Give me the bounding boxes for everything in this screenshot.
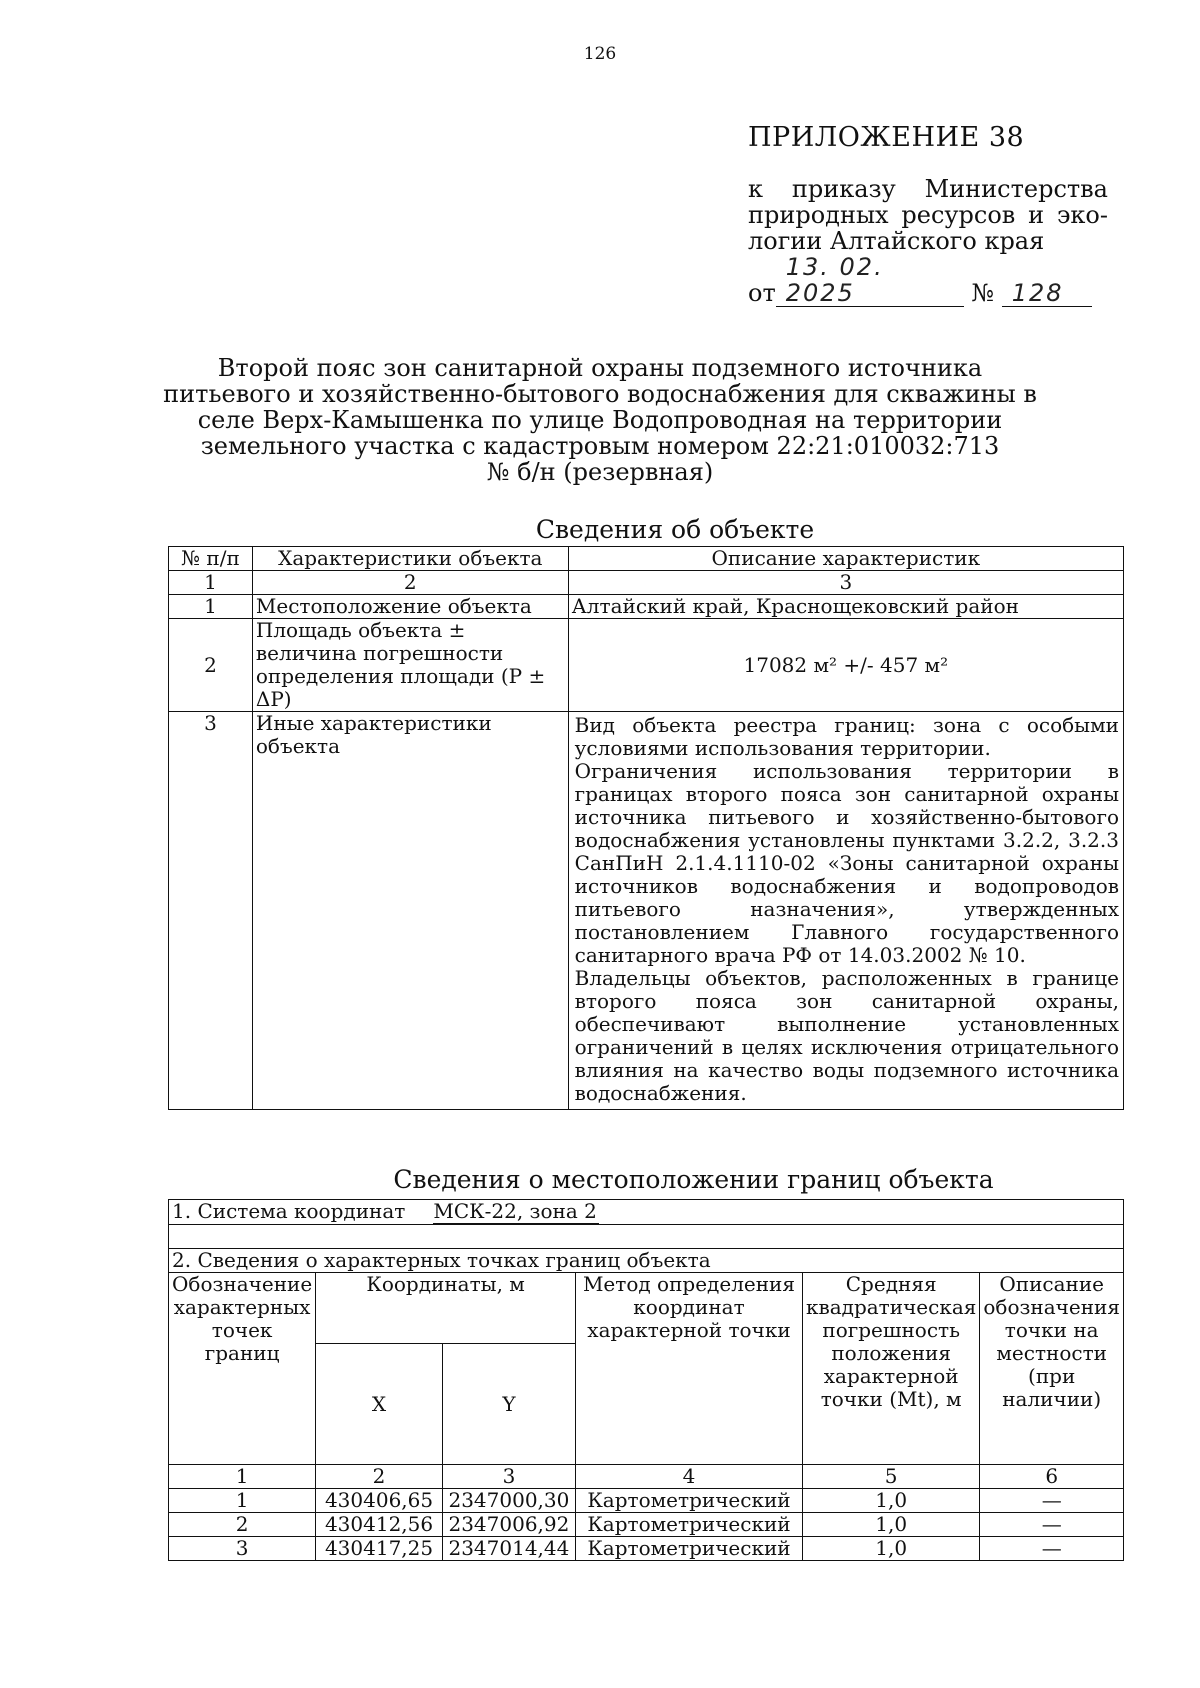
point-x: 430406,65	[316, 1489, 443, 1513]
order-number-prefix: №	[971, 279, 995, 307]
row-name: Иные характеристики объекта	[252, 712, 568, 1110]
point-id: 1	[169, 1489, 316, 1513]
point-method: Картометрический	[576, 1513, 803, 1537]
row-name: Местоположение объекта	[252, 595, 568, 619]
column-number: 3	[568, 571, 1123, 595]
order-date-prefix: от	[748, 279, 776, 307]
table-row	[169, 1537, 1124, 1561]
column-number: 2	[252, 571, 568, 595]
order-l2a: природных	[748, 201, 889, 229]
order-word: приказу	[791, 175, 896, 203]
title-line-2: питьевого и хозяйственно-бытового водоснабжения для скважины в	[163, 380, 1037, 408]
point-desc: —	[980, 1489, 1124, 1513]
appendix-title: ПРИЛОЖЕНИЕ 38	[748, 122, 1025, 153]
point-method: Картометрический	[576, 1489, 803, 1513]
order-ministry: Министерства	[924, 175, 1108, 203]
table-row	[169, 1513, 1124, 1537]
header-designation: Обозначение характерных точек границ	[169, 1273, 316, 1465]
column-number-row	[169, 1465, 1124, 1489]
point-method: Картометрический	[576, 1537, 803, 1561]
row-value-paragraph: Ограничения использования территории в границах второго пояса зон санитарной охраны источника питьевого и хозяйственно-бытового водоснабжения установлены пунктами 3.2.2, 3.2.3 СанПиН 2.1.4.1110-02 «Зоны санитарной охраны источников водоснабжения и водопроводов питьевого назначения», утвержденных постановлением Главного государственного санитарного врача РФ от 14.03.2002 № 10.	[574, 759, 1119, 967]
column-number-row	[169, 571, 1124, 595]
point-id: 3	[169, 1537, 316, 1561]
empty-row	[169, 1225, 1124, 1249]
row-value-paragraph: Вид объекта реестра границ: зона с особыми условиями использования территории.	[574, 713, 1119, 760]
row-value: 17082 м² +/- 457 м²	[568, 619, 1123, 712]
table-row	[169, 712, 1124, 1110]
location-info-table	[168, 1199, 1124, 1561]
row-number: 3	[169, 712, 253, 1110]
column-number: 5	[802, 1465, 979, 1489]
order-date-line	[748, 254, 1108, 307]
header-x: X	[316, 1344, 443, 1465]
column-number: 4	[576, 1465, 803, 1489]
table-row	[169, 595, 1124, 619]
points-label-row	[169, 1249, 1124, 1273]
table-header-row	[169, 547, 1124, 571]
table-row	[169, 1489, 1124, 1513]
point-y: 2347006,92	[442, 1513, 575, 1537]
order-l2b: ресурсов	[901, 201, 1016, 229]
title-line-1: Второй пояс зон санитарной охраны подземного источника	[217, 354, 983, 382]
title-line-5: № б/н (резервная)	[486, 458, 714, 486]
header-method: Метод определения координат характерной точки	[576, 1273, 803, 1465]
point-mt: 1,0	[802, 1489, 979, 1513]
title-line-4: земельного участка с кадастровым номером 22:21:010032:713	[200, 432, 1000, 460]
header-cell: Характеристики объекта	[252, 547, 568, 571]
page-number: 126	[583, 44, 617, 64]
location-info-heading: Сведения о местоположении границ объекта	[393, 1165, 994, 1194]
header-description: Описание обозначения точки на местности (при наличии)	[980, 1273, 1124, 1465]
table-row	[169, 619, 1124, 712]
order-date-value: 13. 02. 2025	[776, 254, 964, 307]
order-reference	[748, 176, 1108, 307]
header-y: Y	[442, 1344, 575, 1465]
header-cell: Описание характеристик	[568, 547, 1123, 571]
object-info-table	[168, 546, 1124, 1110]
order-k: к	[748, 175, 763, 203]
row-value-paragraph: Владельцы объектов, расположенных в границе второго пояса зон санитарной охраны, обеспечивают выполнение установленных ограничений в целях исключения отрицательного влияния на качество воды подземного источника водоснабжения.	[574, 966, 1119, 1105]
order-l2d: эко-	[1056, 201, 1108, 229]
point-id: 2	[169, 1513, 316, 1537]
order-l2c: и	[1028, 201, 1045, 229]
point-y: 2347014,44	[442, 1537, 575, 1561]
order-number-value: 128	[1002, 280, 1092, 307]
coord-system	[169, 1200, 1124, 1225]
spacer-row	[169, 1225, 1124, 1249]
row-value	[568, 712, 1123, 1110]
coord-system-label: 1. Система координат	[172, 1199, 406, 1223]
point-y: 2347000,30	[442, 1489, 575, 1513]
header-cell: № п/п	[169, 547, 253, 571]
row-number: 1	[169, 595, 253, 619]
order-line3: логии Алтайского края	[748, 227, 1045, 255]
column-number: 6	[980, 1465, 1124, 1489]
points-label: 2. Сведения о характерных точках границ объекта	[169, 1249, 1124, 1273]
document-title	[0, 355, 1200, 485]
row-name: Площадь объекта ± величина погрешности определения площади (P ± ΔP)	[252, 619, 568, 712]
point-desc: —	[980, 1537, 1124, 1561]
point-mt: 1,0	[802, 1537, 979, 1561]
header-error: Средняя квадратическая погрешность положения характерной точки (Mt), м	[802, 1273, 979, 1465]
coord-system-row	[169, 1200, 1124, 1225]
row-number: 2	[169, 619, 253, 712]
point-mt: 1,0	[802, 1513, 979, 1537]
column-number: 1	[169, 1465, 316, 1489]
coord-system-value: МСК-22, зона 2	[433, 1199, 597, 1223]
point-x: 430412,56	[316, 1513, 443, 1537]
title-line-3: селе Верх-Камышенка по улице Водопроводная на территории	[197, 406, 1003, 434]
column-number: 2	[316, 1465, 443, 1489]
object-info-heading: Сведения об объекте	[535, 515, 815, 544]
column-number: 3	[442, 1465, 575, 1489]
column-number: 1	[169, 571, 253, 595]
point-x: 430417,25	[316, 1537, 443, 1561]
point-desc: —	[980, 1513, 1124, 1537]
header-coords: Координаты, м	[316, 1273, 576, 1344]
row-value: Алтайский край, Краснощековский район	[568, 595, 1123, 619]
table-header-row	[169, 1273, 1124, 1344]
